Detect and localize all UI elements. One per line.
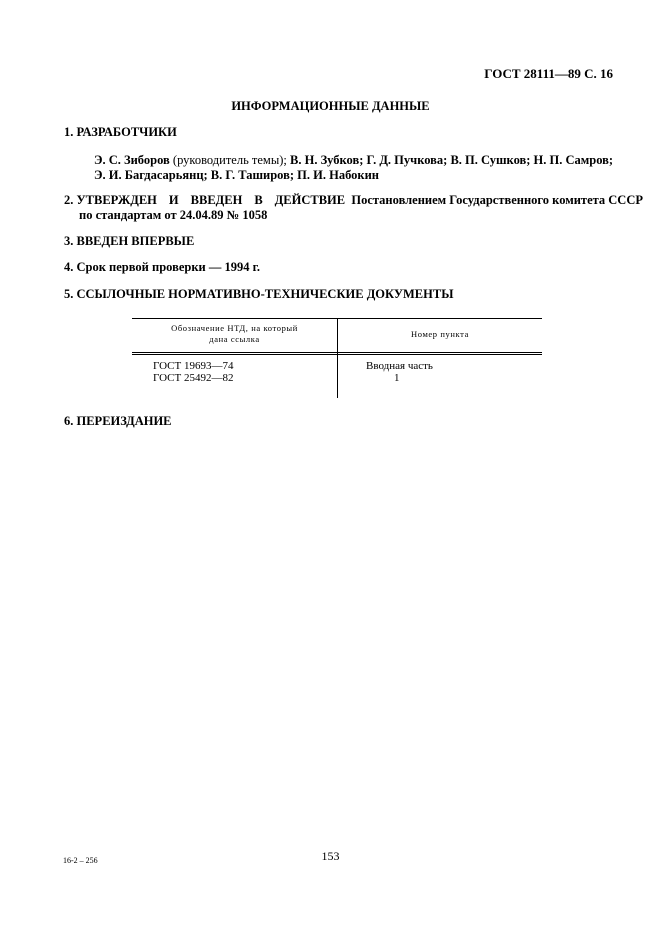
table-row-1-clause: Вводная часть [366,360,433,372]
developers-names-line1: В. Н. Зубков; Г. Д. Пучкова; В. П. Сушков; Н. П. Самров; [290,153,614,167]
approved-word-1: 2. УТВЕРЖДЕН [64,193,157,207]
table-header-document-line1: Обозначение НТД, на который [171,323,298,333]
lead-developer-name: Э. С. Зиборов [94,153,170,167]
table-row-1-document: ГОСТ 19693—74 [153,360,234,372]
table-row-2-clause: 1 [394,372,400,384]
table-row-2-document: ГОСТ 25492—82 [153,372,234,384]
table-header-document [132,323,337,345]
approved-word-5: ДЕЙСТВИЕ [274,193,346,207]
developers-list [94,153,613,183]
section-first-introduced: 3. ВВЕДЕН ВПЕРВЫЕ [64,234,195,248]
approved-word-4: В [254,193,263,207]
page-number: 153 [321,849,340,863]
section-approved [64,193,643,223]
approved-decree-date: по стандартам от 24.04.89 № 1058 [79,208,268,222]
lead-developer-role: (руководитель темы); [169,153,291,167]
page-title: ИНФОРМАЦИОННЫЕ ДАННЫЕ [231,99,430,113]
approved-decree: Постановлением Государственного комитета СССР [351,193,643,207]
section-references-heading: 5. ССЫЛОЧНЫЕ НОРМАТИВНО-ТЕХНИЧЕСКИЕ ДОКУМЕНТЫ [64,287,454,301]
table-header-clause: Номер пункта [411,329,469,339]
section-first-check: 4. Срок первой проверки — 1994 г. [64,260,261,274]
references-table [132,318,542,398]
section-developers-heading: 1. РАЗРАБОТЧИКИ [64,125,177,139]
document-reference: ГОСТ 28111—89 С. 16 [484,66,613,81]
print-code: 16-2 – 256 [63,856,98,865]
section-reissue: 6. ПЕРЕИЗДАНИЕ [64,414,172,428]
table-header-document-line2: дана ссылка [209,334,260,344]
developers-names-line2: Э. И. Багдасарьянц; В. Г. Таширов; П. И. Набокин [94,168,380,182]
approved-word-2: И [168,193,179,207]
approved-word-3: ВВЕДЕН [190,193,243,207]
